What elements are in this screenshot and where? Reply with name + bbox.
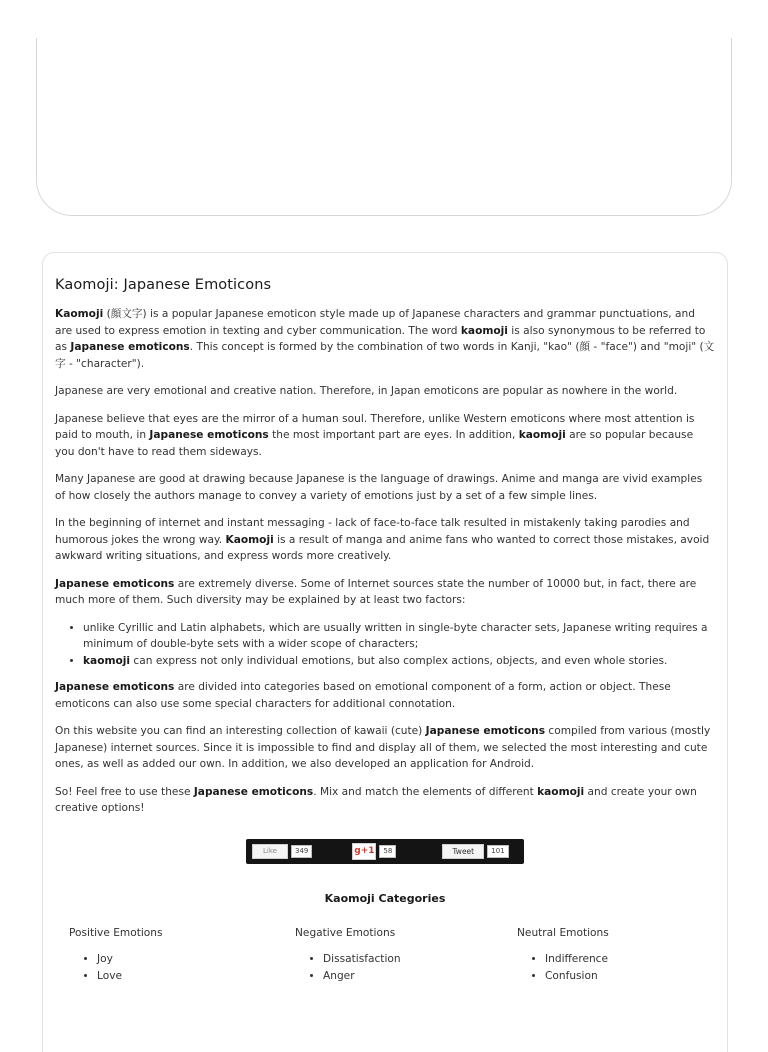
category-list	[517, 951, 697, 985]
paragraph-drawing: Many Japanese are good at drawing because Japanese is the language of drawings. Anime and manga are vivid examples of how closely the authors manage to convey a variety of emotions just by a set of a few simple lines.	[55, 473, 703, 502]
bold-term: kaomoji	[83, 654, 131, 667]
paragraph-history: In the beginning of internet and instant messaging - lack of face-to-face talk resulted in mistakenly taking parodies and humorous jokes the wrong way. Kaomoji is a result of manga and anime fans who wanted to correct those mistakes, avoid awkward writing situations, and express words more creatively.	[55, 517, 710, 562]
bold-term: kaomoji	[460, 324, 508, 337]
paragraph-diversity: Japanese emoticons are extremely diverse. Some of Internet sources state the number of 10000 but, in fact, there are much more of them. Such diversity may be explained by at least two factors:	[55, 577, 697, 606]
bold-term: Japanese emoticons	[425, 725, 546, 737]
social-share-bar	[246, 839, 524, 864]
intro-paragraph: Kaomoji (顔文字) is a popular Japanese emoticon style made up of Japanese characters and grammar punctuations, and are used to express emotion in texting and cyber communication. The word kaomoji is also synonymous to be referred to as Japanese emoticons. This concept is formed by the combination of two words in Kanji, "kao" (顔 - "face") and "moji" (文字 - "character").	[55, 308, 715, 370]
category-link-confusion[interactable]: • Confusion	[545, 968, 697, 985]
categories-heading: Kaomoji Categories	[324, 891, 446, 905]
tweet-count: 101	[487, 845, 508, 858]
paragraph-categories: Japanese emoticons are divided into categories based on emotional component of a form, action or object. These emoticons can also use some special characters for additional connotation.	[55, 681, 671, 710]
bold-term: Japanese emoticons	[149, 429, 269, 441]
category-link-anger[interactable]: • Anger	[323, 968, 517, 985]
category-link-dissatisfaction[interactable]: • Dissatisfaction	[323, 951, 517, 968]
bold-term: Japanese emoticons	[70, 341, 190, 353]
gplus-count: 58	[379, 845, 396, 858]
list-item: • unlike Cyrillic and Latin alphabets, which are usually written in single-byte character sets, Japanese writing requires a minimum of double-byte sets with a wider scope of characters;	[83, 620, 715, 653]
category-column-neutral	[517, 927, 697, 985]
paragraph-closing: So! Feel free to use these Japanese emoticons. Mix and match the elements of different kaomoji and create your own creative options!	[55, 785, 697, 814]
google-plus-widget	[352, 844, 396, 859]
category-list	[295, 951, 517, 985]
category-heading: Positive Emotions	[69, 926, 163, 939]
facebook-like-widget	[252, 844, 312, 859]
paragraph-website: On this website you can find an interesting collection of kawaii (cute) Japanese emoticons compiled from various (mostly Japanese) internet sources. Since it is impossible to find and display all of them, we selected the most interesting and cute ones, as well as added our own. In addition, we also developed an application for Android.	[55, 725, 711, 770]
like-count: 349	[291, 845, 312, 858]
category-list	[69, 951, 295, 985]
factors-list	[55, 620, 715, 670]
bold-term: Kaomoji	[225, 533, 274, 546]
category-heading: Neutral Emotions	[517, 926, 609, 939]
paragraph-emotional: Japanese are very emotional and creative nation. Therefore, in Japan emoticons are popular as nowhere in the world.	[55, 385, 678, 397]
tweet-widget	[442, 844, 508, 859]
category-link-joy[interactable]: • Joy	[97, 951, 295, 968]
categories-grid	[55, 927, 715, 985]
category-heading: Negative Emotions	[295, 926, 396, 939]
bold-term: kaomoji	[537, 785, 585, 798]
category-link-indifference[interactable]: • Indifference	[545, 951, 697, 968]
category-link-love[interactable]: • Love	[97, 968, 295, 985]
gplus-button[interactable]: g+1	[352, 843, 376, 860]
bold-term: Japanese emoticons	[193, 785, 314, 798]
bold-term: Japanese emoticons	[55, 577, 175, 590]
page-title: Kaomoji: Japanese Emoticons	[55, 277, 272, 293]
bold-term: kaomoji	[518, 429, 566, 441]
category-column-positive	[69, 927, 295, 985]
like-button[interactable]: Like	[252, 844, 288, 859]
bold-term: Kaomoji	[55, 308, 104, 320]
paragraph-eyes: Japanese believe that eyes are the mirror of a human soul. Therefore, unlike Western emoticons where most attention is paid to mouth, in Japanese emoticons the most important part are eyes. In addition, kaomoji are so popular because you don't have to read them sideways.	[55, 412, 695, 458]
main-content-panel	[42, 252, 728, 1052]
tweet-button[interactable]: Tweet	[442, 844, 484, 859]
list-item: • kaomoji can express not only individual emotions, but also complex actions, objects, and even whole stories.	[83, 653, 715, 670]
category-column-negative	[295, 927, 517, 985]
ad-banner-placeholder	[36, 38, 732, 216]
bold-term: Japanese emoticons	[55, 681, 175, 693]
